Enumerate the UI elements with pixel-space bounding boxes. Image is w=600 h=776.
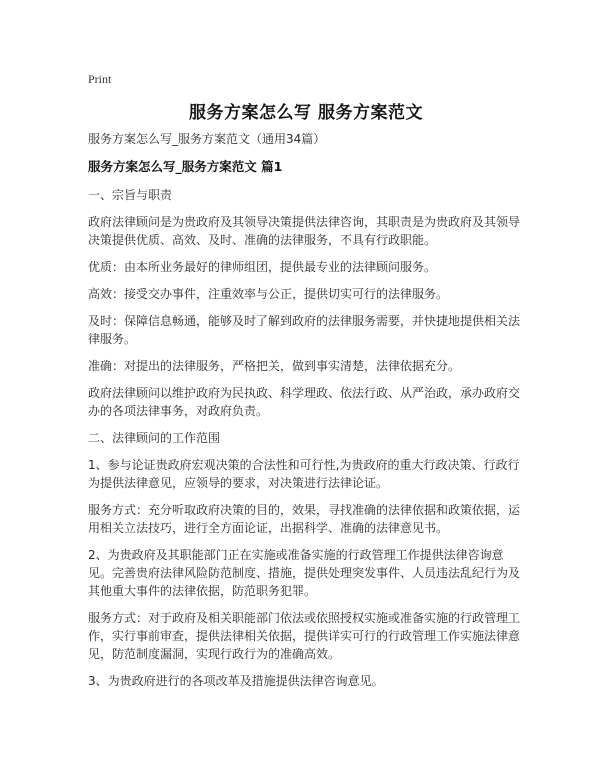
paragraph-5: 及时：保障信息畅通，能够及时了解到政府的法律服务需要，并快捷地提供相关法律服务。 [88,314,521,346]
paragraph-10: 服务方式：充分听取政府决策的目的，效果，寻找准确的法律依据和政策依据，运用相关立法技巧，进行全方面论证，出据科学、准确的法律意见书。 [88,503,521,535]
section-heading: 服务方案怎么写_服务方案范文 篇1 [88,159,283,174]
page-title: 服务方案怎么写 服务方案范文 [189,103,423,123]
paragraph-4: 高效：接受交办事件，注重效率与公正，提供切实可行的法律服务。 [88,287,449,301]
paragraph-13: 3、为贵政府进行的各项改革及措施提供法律咨询意见。 [88,674,384,688]
paragraph-12: 服务方式：对于政府及相关职能部门依法或依照授权实施或准备实施的行政管理工作，实行事前审查，提供法律相关依据，提供详实可行的行政管理工作实施法律意见，防范制度漏洞，实现行政行为的准确高效。 [88,611,521,661]
document-subtitle: 服务方案怎么写_服务方案范文（通用34篇） [88,132,326,146]
paragraph-1: 一、宗旨与职责 [88,188,173,202]
paragraph-9: 1、参与论证贵政府宏观决策的合法性和可行性,为贵政府的重大行政决策、行政行为提供法律意见，应领导的要求，对决策进行法律论证。 [88,458,520,490]
paragraph-8: 二、法律顾问的工作范围 [88,431,221,445]
paragraph-3: 优质：由本所业务最好的律师组团，提供最专业的法律顾问服务。 [88,260,437,274]
print-label: Print [88,72,112,86]
paragraph-11: 2、为贵政府及其职能部门正在实施或准备实施的行政管理工作提供法律咨询意见。完善贵府法律风险防范制度、措施，提供处理突发事件、人员违法乱纪行为及其他重大事件的法律依据，防范职务犯罪。 [88,548,521,598]
paragraph-7: 政府法律顾问以维护政府为民执政、科学理政、依法行政、从严治政，承办政府交办的各项法律事务，对政府负责。 [88,386,521,418]
paragraph-2: 政府法律顾问是为贵政府及其领导决策提供法律咨询，其职责是为贵政府及其领导决策提供优质、高效、及时、准确的法律服务，不具有行政职能。 [88,215,521,247]
paragraph-6: 准确：对提出的法律服务，严格把关，做到事实清楚，法律依据充分。 [88,359,461,373]
document-body [88,130,524,699]
